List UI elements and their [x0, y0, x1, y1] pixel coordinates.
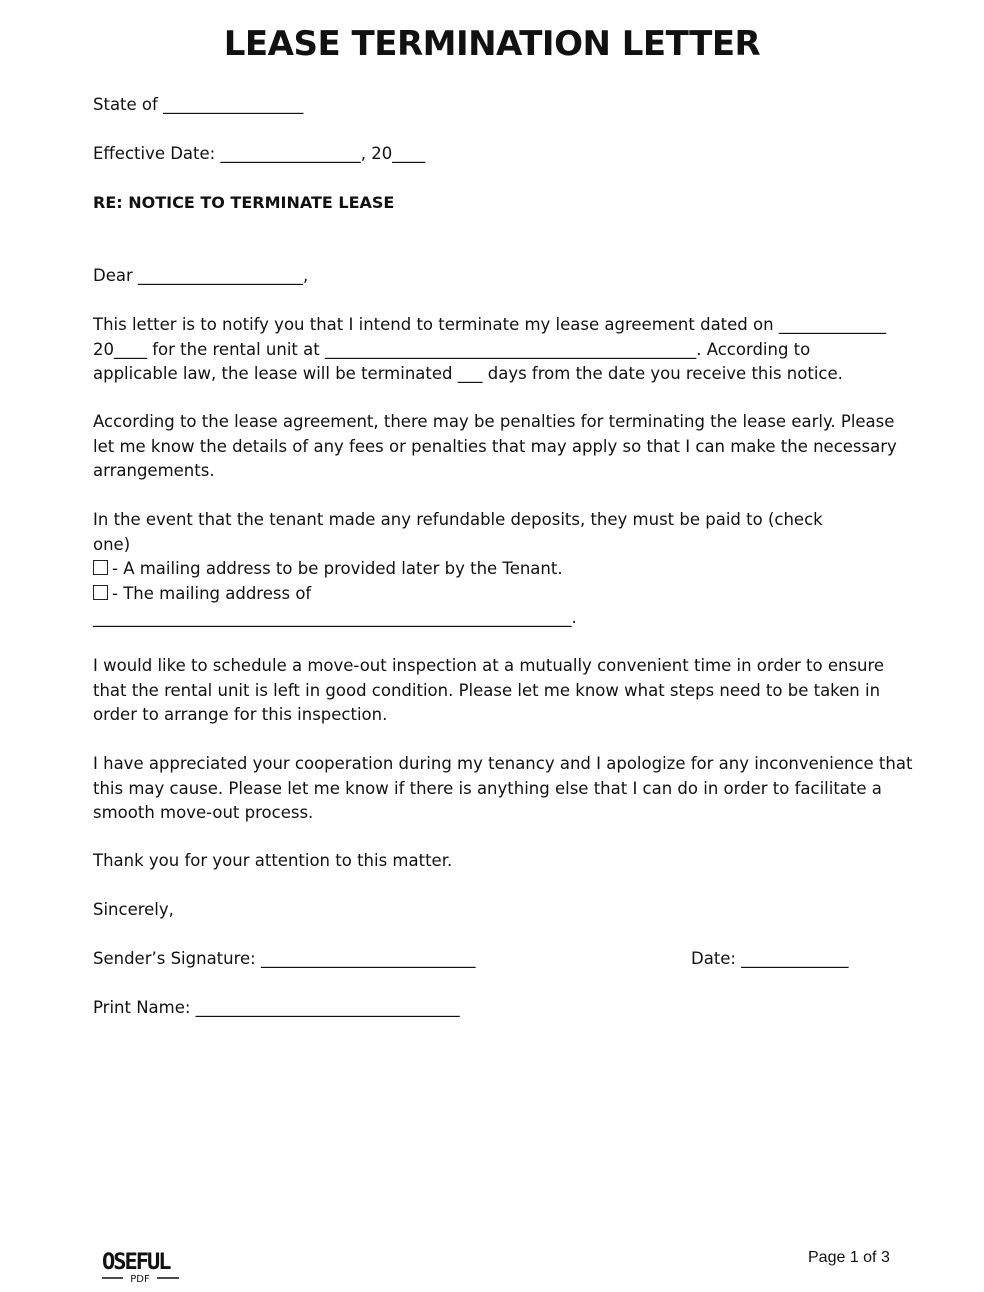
paragraph-line: According to the lease agreement, there may be penalties for terminating the lease early. Please: [93, 412, 895, 431]
logo-subtitle: PDF: [130, 1274, 150, 1285]
state-line: State of _________________: [93, 95, 304, 114]
paragraph-line: applicable law, the lease will be terminated ___ days from the date you receive this notice.: [93, 364, 843, 383]
re-line: RE: NOTICE TO TERMINATE LEASE: [93, 193, 395, 212]
paragraph-line: I have appreciated your cooperation during my tenancy and I apologize for any inconvenience that: [93, 754, 913, 773]
paragraph-line: smooth move-out process.: [93, 803, 314, 822]
paragraph-line: I would like to schedule a move-out inspection at a mutually convenient time in order to ensure: [93, 656, 885, 675]
checkbox-option-label: - A mailing address to be provided later by the Tenant.: [112, 559, 563, 578]
effective-date-line: Effective Date: _________________, 20____: [93, 144, 426, 163]
paragraph-line: In the event that the tenant made any refundable deposits, they must be paid to (check: [93, 510, 823, 529]
paragraph-notice: [93, 313, 893, 387]
paragraph-line: this may cause. Please let me know if there is anything else that I can do in order to facilitate a: [93, 778, 882, 798]
paragraph-line: arrangements.: [93, 461, 215, 480]
paragraph-line: 20____ for the rental unit at _____________________________________________. According to: [93, 339, 811, 359]
paragraph-appreciation: [93, 752, 913, 826]
paragraph-deposits: [93, 508, 893, 631]
print-name-line: Print Name: ________________________________: [93, 998, 460, 1017]
date-line: Date: _____________: [691, 949, 849, 968]
paragraph-inspection: [93, 654, 893, 728]
paragraph-penalties: [93, 410, 897, 484]
useful-pdf-logo: [101, 1244, 181, 1286]
document-title: LEASE TERMINATION LETTER: [223, 24, 761, 64]
closing: Sincerely,: [93, 900, 174, 919]
paragraph-line: let me know the details of any fees or penalties that may apply so that I can make the necessary: [93, 436, 897, 456]
paragraph-line: one): [93, 534, 131, 554]
page-number: Page 1 of 3: [808, 1249, 890, 1266]
checkbox-icon[interactable]: [93, 560, 108, 575]
address-blank: __________________________________________________________.: [93, 608, 577, 627]
checkbox-option-label: - The mailing address of: [112, 583, 312, 603]
paragraph-line: that the rental unit is left in good condition. Please let me know what steps need to be taken in: [93, 680, 881, 700]
logo-wordmark: OSEFUL: [102, 1250, 170, 1275]
checkbox-option-mailing-address[interactable]: [93, 582, 893, 607]
checkbox-icon[interactable]: [93, 585, 108, 600]
checkbox-option-later-address[interactable]: [93, 557, 893, 582]
paragraph-line: order to arrange for this inspection.: [93, 705, 388, 724]
paragraph-line: This letter is to notify you that I intend to terminate my lease agreement dated on _____________: [93, 315, 887, 334]
thanks-line: Thank you for your attention to this matter.: [93, 851, 453, 870]
signature-line: Sender’s Signature: __________________________: [93, 949, 476, 968]
salutation: Dear ____________________,: [93, 266, 309, 285]
